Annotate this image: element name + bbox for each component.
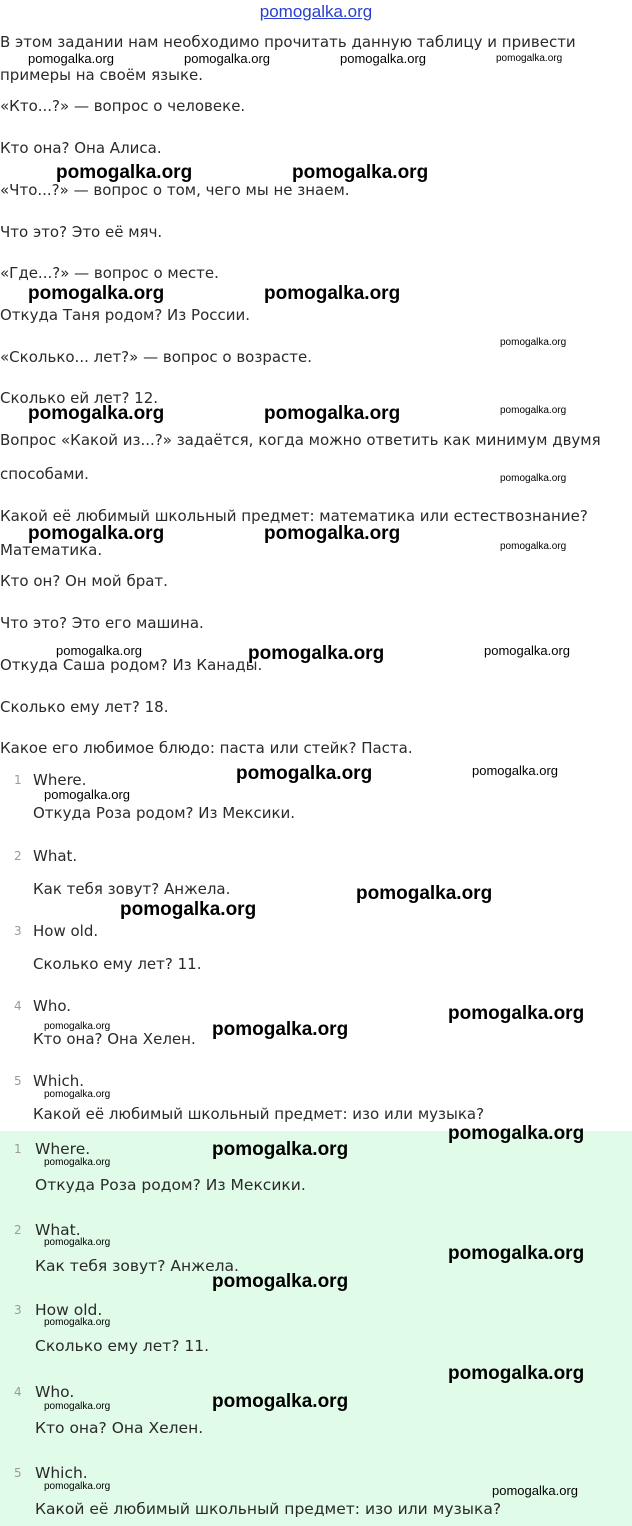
watermark: pomogalka.org	[44, 1157, 111, 1168]
answer-text: Какой её любимый школьный предмет: изо или музыка?	[35, 1500, 502, 1518]
question-word: Who.	[35, 1383, 75, 1401]
rule-where: «Где...?» — вопрос о месте.	[0, 264, 219, 282]
own-example-how-old: Сколько ему лет? 18.	[0, 698, 169, 716]
watermark: pomogalka.org	[500, 541, 567, 552]
answer-text: Сколько ему лет? 11.	[35, 1337, 210, 1355]
watermark: pomogalka.org	[28, 403, 165, 424]
watermark: pomogalka.org	[448, 1243, 585, 1264]
rule-how-old: «Сколько... лет?» — вопрос о возрасте.	[0, 348, 313, 366]
question-word: What.	[33, 847, 78, 865]
watermark: pomogalka.org	[264, 523, 401, 544]
watermark: pomogalka.org	[44, 1401, 111, 1412]
example-which-line-2: Математика.	[0, 541, 103, 559]
question-word: Where.	[33, 771, 87, 789]
example-what: Что это? Это её мяч.	[0, 223, 163, 241]
watermark: pomogalka.org	[44, 1237, 111, 1248]
watermark: pomogalka.org	[248, 643, 385, 664]
highlighted-answer-panel	[0, 1131, 632, 1526]
item-number: 4	[14, 999, 22, 1013]
watermark: pomogalka.org	[472, 763, 558, 778]
rule-what: «Что...?» — вопрос о том, чего мы не знаем.	[0, 181, 350, 199]
own-example-who: Кто он? Он мой брат.	[0, 572, 168, 590]
answer-item	[0, 1301, 632, 1361]
watermark: pomogalka.org	[500, 405, 567, 416]
watermark: pomogalka.org	[484, 643, 570, 658]
watermark: pomogalka.org	[236, 763, 373, 784]
example-which-line-1: Какой её любимый школьный предмет: математика или естествознание?	[0, 507, 588, 525]
rule-which-line-2: способами.	[0, 465, 89, 483]
watermark: pomogalka.org	[212, 1391, 349, 1412]
item-number: 2	[14, 1223, 22, 1237]
question-word: Which.	[35, 1464, 88, 1482]
item-number: 1	[14, 773, 22, 787]
question-word: How old.	[33, 922, 99, 940]
item-number: 3	[14, 1303, 22, 1317]
question-word: Which.	[33, 1072, 85, 1090]
answer-text: Откуда Роза родом? Из Мексики.	[33, 804, 296, 822]
answer-text: Какой её любимый школьный предмет: изо или музыка?	[33, 1105, 485, 1123]
watermark: pomogalka.org	[340, 51, 426, 66]
question-word: Who.	[33, 997, 72, 1015]
watermark: pomogalka.org	[44, 1089, 111, 1100]
watermark: pomogalka.org	[356, 883, 493, 904]
watermark: pomogalka.org	[44, 1021, 111, 1032]
item-number: 4	[14, 1385, 22, 1399]
watermark: pomogalka.org	[492, 1483, 578, 1498]
watermark: pomogalka.org	[264, 403, 401, 424]
answer-text: Откуда Роза родом? Из Мексики.	[35, 1176, 306, 1194]
watermark: pomogalka.org	[44, 1481, 111, 1492]
item-number: 5	[14, 1074, 22, 1088]
watermark: pomogalka.org	[496, 53, 563, 64]
example-where: Откуда Таня родом? Из России.	[0, 306, 251, 324]
watermark: pomogalka.org	[448, 1123, 585, 1144]
watermark: pomogalka.org	[448, 1363, 585, 1384]
item-number: 3	[14, 924, 22, 938]
intro-line-2: примеры на своём языке.	[0, 66, 203, 84]
rule-who: «Кто...?» — вопрос о человеке.	[0, 97, 246, 115]
watermark: pomogalka.org	[56, 643, 142, 658]
watermark: pomogalka.org	[28, 283, 165, 304]
watermark: pomogalka.org	[56, 162, 193, 183]
answer-text: Как тебя зовут? Анжела.	[33, 880, 231, 898]
watermark: pomogalka.org	[212, 1271, 349, 1292]
rule-which-line-1: Вопрос «Какой из...?» задаётся, когда можно ответить как минимум двумя	[0, 431, 601, 449]
answer-item	[0, 847, 632, 907]
question-word: How old.	[35, 1301, 103, 1319]
answer-text: Как тебя зовут? Анжела.	[35, 1257, 239, 1275]
watermark: pomogalka.org	[212, 1019, 349, 1040]
intro-line-1: В этом задании нам необходимо прочитать данную таблицу и привести	[0, 33, 576, 51]
example-who: Кто она? Она Алиса.	[0, 139, 162, 157]
answer-text: Сколько ему лет? 11.	[33, 955, 202, 973]
watermark: pomogalka.org	[448, 1003, 585, 1024]
watermark: pomogalka.org	[500, 473, 567, 484]
own-example-which: Какое его любимое блюдо: паста или стейк? Паста.	[0, 739, 413, 757]
site-logo-link[interactable]: pomogalka.org	[259, 2, 373, 21]
watermark: pomogalka.org	[44, 787, 130, 802]
answer-text: Кто она? Она Хелен.	[33, 1030, 196, 1048]
watermark: pomogalka.org	[292, 162, 429, 183]
item-number: 2	[14, 849, 22, 863]
watermark: pomogalka.org	[184, 51, 270, 66]
watermark: pomogalka.org	[500, 337, 567, 348]
example-how-old: Сколько ей лет? 12.	[0, 389, 159, 407]
watermark: pomogalka.org	[28, 51, 114, 66]
item-number: 1	[14, 1142, 22, 1156]
watermark: pomogalka.org	[212, 1139, 349, 1160]
watermark: pomogalka.org	[44, 1317, 111, 1328]
own-example-where: Откуда Саша родом? Из Канады.	[0, 656, 263, 674]
answer-item	[0, 922, 632, 982]
watermark: pomogalka.org	[120, 899, 257, 920]
question-word: What.	[35, 1221, 81, 1239]
watermark: pomogalka.org	[28, 523, 165, 544]
item-number: 5	[14, 1466, 22, 1480]
question-word: Where.	[35, 1140, 91, 1158]
own-example-what: Что это? Это его машина.	[0, 614, 204, 632]
answer-text: Кто она? Она Хелен.	[35, 1419, 204, 1437]
watermark: pomogalka.org	[264, 283, 401, 304]
